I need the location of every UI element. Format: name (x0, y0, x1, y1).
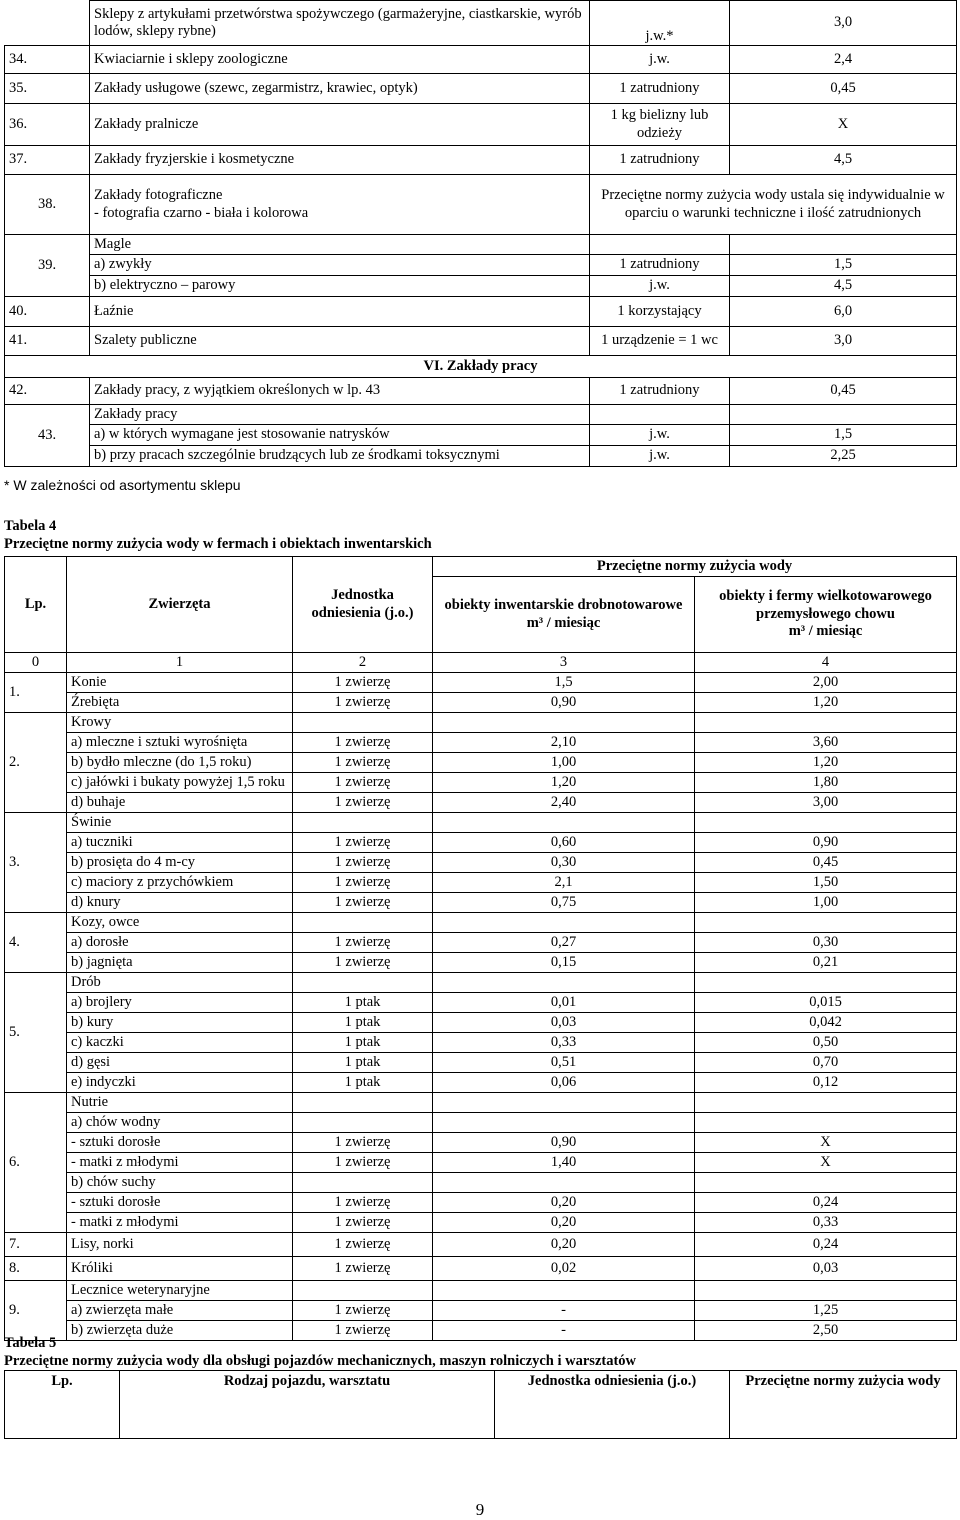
table-row (5, 1281, 957, 1301)
header-animals: Zwierzęta (67, 557, 293, 653)
table-row (5, 1153, 957, 1173)
unit-cell (293, 1281, 433, 1301)
header-small-farms (433, 577, 695, 653)
col-number: 0 (5, 653, 67, 673)
animal-name: b) zwierzęta duże (67, 1321, 293, 1341)
animal-name: b) prosięta do 4 m-cy (67, 853, 293, 873)
table-row (5, 255, 957, 276)
large-farm-norm: 1,25 (695, 1301, 957, 1321)
row-name: Zakłady usługowe (szewc, zegarmistrz, krawiec, optyk) (90, 74, 590, 104)
animal-name: a) zwierzęta małe (67, 1301, 293, 1321)
small-farm-norm (433, 1093, 695, 1113)
small-farm-norm: 0,33 (433, 1033, 695, 1053)
small-farm-norm: 0,27 (433, 933, 695, 953)
row-name: a) w których wymagane jest stosowanie natrysków (90, 425, 590, 446)
table-row (5, 378, 957, 405)
table-row (5, 813, 957, 833)
small-farm-norm: 0,03 (433, 1013, 695, 1033)
large-farm-norm: 0,33 (695, 1213, 957, 1233)
unit-cell (293, 973, 433, 993)
header-norms: Przeciętne normy zużycia wody (433, 557, 957, 577)
row-lp: 43. (5, 405, 90, 467)
col-number: 4 (695, 653, 957, 673)
table4 (4, 556, 957, 1341)
small-farm-norm (433, 1173, 695, 1193)
small-farm-norm: - (433, 1301, 695, 1321)
large-farm-norm: 0,24 (695, 1233, 957, 1257)
table-row (5, 446, 957, 467)
unit-cell: 1 zwierzę (293, 793, 433, 813)
animal-name: Krowy (67, 713, 293, 733)
row-unit: 1 zatrudniony (590, 146, 730, 175)
table-row (5, 1053, 957, 1073)
small-farm-norm (433, 1281, 695, 1301)
unit-cell: 1 zwierzę (293, 773, 433, 793)
table5-number: Tabela 5 (4, 1335, 57, 1351)
table5-title: Przeciętne normy zużycia wody dla obsługi pojazdów mechanicznych, maszyn rolniczych i warsztatów (4, 1353, 637, 1369)
row-lp: 42. (5, 378, 90, 405)
table-row (5, 1013, 957, 1033)
unit-cell: 1 zwierzę (293, 933, 433, 953)
table-row (5, 753, 957, 773)
table-row (5, 1301, 957, 1321)
header-unit: Jednostka odniesienia (j.o.) (293, 557, 433, 653)
row-unit: 1 korzystający (590, 297, 730, 327)
row-norm: 3,0 (730, 1, 957, 46)
row-lp: 36. (5, 104, 90, 146)
table-row (5, 913, 957, 933)
group-lp: 1. (5, 673, 67, 713)
row-lp: 38. (5, 175, 90, 235)
table-row (5, 425, 957, 446)
table-row (5, 276, 957, 297)
row-name: Zakłady pracy (90, 405, 590, 425)
header-lp: Lp. (5, 1371, 120, 1439)
animal-name: b) bydło mleczne (do 1,5 roku) (67, 753, 293, 773)
table-row (5, 893, 957, 913)
table-row (5, 793, 957, 813)
large-farm-norm (695, 1173, 957, 1193)
small-farm-norm: 0,20 (433, 1233, 695, 1257)
large-farm-norm: 1,00 (695, 893, 957, 913)
table4-number: Tabela 4 (4, 518, 57, 534)
large-farm-norm: X (695, 1133, 957, 1153)
large-farm-norm: 0,015 (695, 993, 957, 1013)
header-norm: Przeciętne normy zużycia wody (730, 1371, 957, 1439)
row-unit: j.w. (590, 46, 730, 74)
small-farm-norm: 0,90 (433, 693, 695, 713)
unit-cell: 1 ptak (293, 1013, 433, 1033)
animal-name: b) jagnięta (67, 953, 293, 973)
unit-cell: 1 ptak (293, 993, 433, 1013)
table-row (5, 1073, 957, 1093)
large-farm-norm: 1,50 (695, 873, 957, 893)
animal-name: d) buhaje (67, 793, 293, 813)
table-row (5, 146, 957, 175)
animal-name: Nutrie (67, 1093, 293, 1113)
small-farm-norm: 1,00 (433, 753, 695, 773)
animal-name: d) knury (67, 893, 293, 913)
group-lp: 2. (5, 713, 67, 813)
table-row (5, 673, 957, 693)
animal-name: - matki z młodymi (67, 1213, 293, 1233)
row-norm: 1,5 (730, 425, 957, 446)
large-farm-norm: 0,12 (695, 1073, 957, 1093)
table-row (5, 1093, 957, 1113)
unit-cell: 1 zwierzę (293, 833, 433, 853)
large-farm-norm: 3,60 (695, 733, 957, 753)
top-water-norms-table (4, 0, 957, 467)
unit-cell: 1 zwierzę (293, 693, 433, 713)
unit-cell (293, 1173, 433, 1193)
unit-cell: 1 zwierzę (293, 873, 433, 893)
group-lp: 6. (5, 1093, 67, 1233)
unit-cell: 1 zwierzę (293, 953, 433, 973)
small-farm-norm (433, 813, 695, 833)
small-farm-norm: 2,1 (433, 873, 695, 893)
large-farm-norm: X (695, 1153, 957, 1173)
large-farm-norm (695, 813, 957, 833)
row-name: a) zwykły (90, 255, 590, 276)
large-farm-norm (695, 1093, 957, 1113)
unit-cell: 1 zwierzę (293, 853, 433, 873)
large-farm-norm: 0,24 (695, 1193, 957, 1213)
col-number: 3 (433, 653, 695, 673)
group-lp: 3. (5, 813, 67, 913)
small-farm-norm: 0,01 (433, 993, 695, 1013)
table-row (5, 833, 957, 853)
table-row (5, 693, 957, 713)
row-name (90, 175, 590, 235)
unit-cell: 1 zwierzę (293, 753, 433, 773)
animal-name: - sztuki dorosłe (67, 1193, 293, 1213)
row-norm: 1,5 (730, 255, 957, 276)
row-unit: 1 zatrudniony (590, 74, 730, 104)
table-row (5, 1257, 957, 1281)
row-name: b) przy pracach szczególnie brudzących lub ze środkami toksycznymi (90, 446, 590, 467)
table-row (5, 1133, 957, 1153)
unit-cell (293, 813, 433, 833)
large-farm-norm: 0,21 (695, 953, 957, 973)
group-lp: 7. (5, 1233, 67, 1257)
row-lp: 40. (5, 297, 90, 327)
table-row (5, 733, 957, 753)
table-row (5, 713, 957, 733)
large-farm-norm (695, 1281, 957, 1301)
row-lp: 34. (5, 46, 90, 74)
row-norm: 0,45 (730, 378, 957, 405)
small-farm-norm: 0,75 (433, 893, 695, 913)
header-unit: Jednostka odniesienia (j.o.) (495, 1371, 730, 1439)
table-row (5, 773, 957, 793)
small-farm-norm: 0,20 (433, 1193, 695, 1213)
table-row (5, 873, 957, 893)
animal-name: Kozy, owce (67, 913, 293, 933)
table5 (4, 1370, 957, 1439)
small-farm-norm: 1,40 (433, 1153, 695, 1173)
header-large-label: obiekty i fermy wielkotowarowego przemysłowego chowu (719, 588, 932, 622)
small-farm-norm (433, 1113, 695, 1133)
animal-name: Lisy, norki (67, 1233, 293, 1257)
header-large-farms (695, 577, 957, 653)
row-name: Zakłady fryzjerskie i kosmetyczne (90, 146, 590, 175)
table4-caption (4, 517, 432, 553)
large-farm-norm: 0,90 (695, 833, 957, 853)
unit-cell (293, 913, 433, 933)
unit-cell: 1 zwierzę (293, 673, 433, 693)
group-lp: 4. (5, 913, 67, 973)
small-farm-norm: 0,60 (433, 833, 695, 853)
table-row (5, 953, 957, 973)
table4-header-row (5, 557, 957, 577)
animal-name: - matki z młodymi (67, 1153, 293, 1173)
row-unit: j.w. (590, 276, 730, 297)
small-farm-norm: 1,20 (433, 773, 695, 793)
row-name: Sklepy z artykułami przetwórstwa spożywczego (garmażeryjne, ciastkarskie, wyrób lodów, sklepy rybne) (90, 1, 590, 46)
header-small-unit: m³ / miesiąc (526, 614, 601, 631)
animal-name: Drób (67, 973, 293, 993)
small-farm-norm (433, 913, 695, 933)
row-unit: 1 urządzenie = 1 wc (590, 327, 730, 356)
unit-cell: 1 zwierzę (293, 1193, 433, 1213)
animal-name: Lecznice weterynaryjne (67, 1281, 293, 1301)
animal-name: - sztuki dorosłe (67, 1133, 293, 1153)
large-farm-norm: 3,00 (695, 793, 957, 813)
unit-cell (293, 1093, 433, 1113)
large-farm-norm: 1,20 (695, 753, 957, 773)
small-farm-norm: - (433, 1321, 695, 1341)
row-name: Magle (90, 235, 590, 255)
row-name: Zakłady pracy, z wyjątkiem określonych w lp. 43 (90, 378, 590, 405)
row-unit: 1 zatrudniony (590, 255, 730, 276)
unit-cell: 1 zwierzę (293, 1321, 433, 1341)
header-lp: Lp. (5, 557, 67, 653)
group-lp: 8. (5, 1257, 67, 1281)
animal-name: c) jałówki i bukaty powyżej 1,5 roku (67, 773, 293, 793)
large-farm-norm (695, 713, 957, 733)
animal-name: a) brojlery (67, 993, 293, 1013)
table-row (5, 74, 957, 104)
table-row (5, 993, 957, 1013)
page-number: 9 (475, 1500, 485, 1519)
animal-name: c) kaczki (67, 1033, 293, 1053)
animal-name: e) indyczki (67, 1073, 293, 1093)
animal-name: a) chów wodny (67, 1113, 293, 1133)
large-farm-norm: 0,50 (695, 1033, 957, 1053)
small-farm-norm: 0,06 (433, 1073, 695, 1093)
large-farm-norm: 0,45 (695, 853, 957, 873)
animal-name: Króliki (67, 1257, 293, 1281)
row-name-line1: Zakłady fotograficzne (94, 187, 223, 204)
row-lp: 37. (5, 146, 90, 175)
unit-cell: 1 zwierzę (293, 1301, 433, 1321)
table-row (5, 405, 957, 425)
unit-cell: 1 zwierzę (293, 1257, 433, 1281)
large-farm-norm: 2,00 (695, 673, 957, 693)
group-lp: 5. (5, 973, 67, 1093)
small-farm-norm (433, 973, 695, 993)
col-number: 1 (67, 653, 293, 673)
table4-title: Przeciętne normy zużycia wody w fermach i obiektach inwentarskich (4, 536, 432, 552)
row-name: Zakłady pralnicze (90, 104, 590, 146)
large-farm-norm: 0,30 (695, 933, 957, 953)
header-large-unit: m³ / miesiąc (788, 623, 863, 640)
unit-cell: 1 zwierzę (293, 1213, 433, 1233)
row-name-line2: - fotografia czarno - biała i kolorowa (94, 204, 309, 221)
row-unit: 1 zatrudniony (590, 378, 730, 405)
unit-cell (293, 713, 433, 733)
small-farm-norm (433, 713, 695, 733)
row-norm: 3,0 (730, 327, 957, 356)
table-row (5, 973, 957, 993)
row-norm: 2,25 (730, 446, 957, 467)
col-number: 2 (293, 653, 433, 673)
individual-norm-note: Przeciętne normy zużycia wody ustala się indywidualnie w oparciu o warunki techniczne i ilość zatrudnionych (590, 175, 957, 235)
unit-cell: 1 zwierzę (293, 893, 433, 913)
row-name: b) elektryczno – parowy (90, 276, 590, 297)
unit-cell: 1 ptak (293, 1033, 433, 1053)
table-row (5, 297, 957, 327)
animal-name: Świnie (67, 813, 293, 833)
table-row (5, 1193, 957, 1213)
small-farm-norm: 0,90 (433, 1133, 695, 1153)
large-farm-norm (695, 973, 957, 993)
large-farm-norm: 1,80 (695, 773, 957, 793)
table-row (5, 46, 957, 74)
row-name: Łaźnie (90, 297, 590, 327)
table-row (5, 1233, 957, 1257)
section-row (5, 356, 957, 378)
header-small-label: obiekty inwentarskie drobnotowarowe (444, 597, 683, 614)
table-row (5, 1113, 957, 1133)
animal-name: b) kury (67, 1013, 293, 1033)
unit-cell: 1 ptak (293, 1073, 433, 1093)
small-farm-norm: 2,10 (433, 733, 695, 753)
table-row (5, 1213, 957, 1233)
table5-header-row (5, 1371, 957, 1439)
table-row (5, 175, 957, 235)
row-name: Szalety publiczne (90, 327, 590, 356)
small-farm-norm: 0,02 (433, 1257, 695, 1281)
small-farm-norm: 0,15 (433, 953, 695, 973)
row-lp: 39. (5, 235, 90, 297)
row-lp: 41. (5, 327, 90, 356)
large-farm-norm: 2,50 (695, 1321, 957, 1341)
header-vehicle: Rodzaj pojazdu, warsztatu (120, 1371, 495, 1439)
small-farm-norm: 0,30 (433, 853, 695, 873)
section-title: VI. Zakłady pracy (5, 356, 957, 378)
animal-name: Konie (67, 673, 293, 693)
large-farm-norm (695, 913, 957, 933)
large-farm-norm: 1,20 (695, 693, 957, 713)
table-row (5, 235, 957, 255)
animal-name: d) gęsi (67, 1053, 293, 1073)
unit-cell: 1 zwierzę (293, 1133, 433, 1153)
table-row (5, 1173, 957, 1193)
row-norm: 2,4 (730, 46, 957, 74)
row-unit: j.w. (590, 446, 730, 467)
row-norm: 6,0 (730, 297, 957, 327)
table4-column-numbers (5, 653, 957, 673)
unit-cell (293, 1113, 433, 1133)
animal-name: b) chów suchy (67, 1173, 293, 1193)
unit-cell: 1 ptak (293, 1053, 433, 1073)
large-farm-norm (695, 1113, 957, 1133)
row-lp: 35. (5, 74, 90, 104)
footnote: * W zależności od asortymentu sklepu (4, 477, 241, 493)
row-norm: 4,5 (730, 146, 957, 175)
large-farm-norm: 0,03 (695, 1257, 957, 1281)
small-farm-norm: 0,20 (433, 1213, 695, 1233)
animal-name: a) tuczniki (67, 833, 293, 853)
small-farm-norm: 1,5 (433, 673, 695, 693)
large-farm-norm: 0,70 (695, 1053, 957, 1073)
small-farm-norm: 2,40 (433, 793, 695, 813)
animal-name: Źrebięta (67, 693, 293, 713)
table-row (5, 327, 957, 356)
row-unit: j.w.* (590, 1, 730, 46)
table5-caption (4, 1334, 636, 1370)
row-norm: X (730, 104, 957, 146)
row-unit: j.w. (590, 425, 730, 446)
unit-cell: 1 zwierzę (293, 733, 433, 753)
table-row (5, 933, 957, 953)
row-name: Kwiaciarnie i sklepy zoologiczne (90, 46, 590, 74)
unit-cell: 1 zwierzę (293, 1153, 433, 1173)
large-farm-norm: 0,042 (695, 1013, 957, 1033)
row-norm: 0,45 (730, 74, 957, 104)
small-farm-norm: 0,51 (433, 1053, 695, 1073)
unit-cell: 1 zwierzę (293, 1233, 433, 1257)
table-row (5, 1, 957, 46)
row-norm: 4,5 (730, 276, 957, 297)
table-row (5, 853, 957, 873)
animal-name: c) maciory z przychówkiem (67, 873, 293, 893)
row-unit: 1 kg bielizny lub odzieży (590, 104, 730, 146)
table-row (5, 104, 957, 146)
group-lp: 9. (5, 1281, 67, 1341)
animal-name: a) dorosłe (67, 933, 293, 953)
table-row (5, 1033, 957, 1053)
animal-name: a) mleczne i sztuki wyrośnięta (67, 733, 293, 753)
